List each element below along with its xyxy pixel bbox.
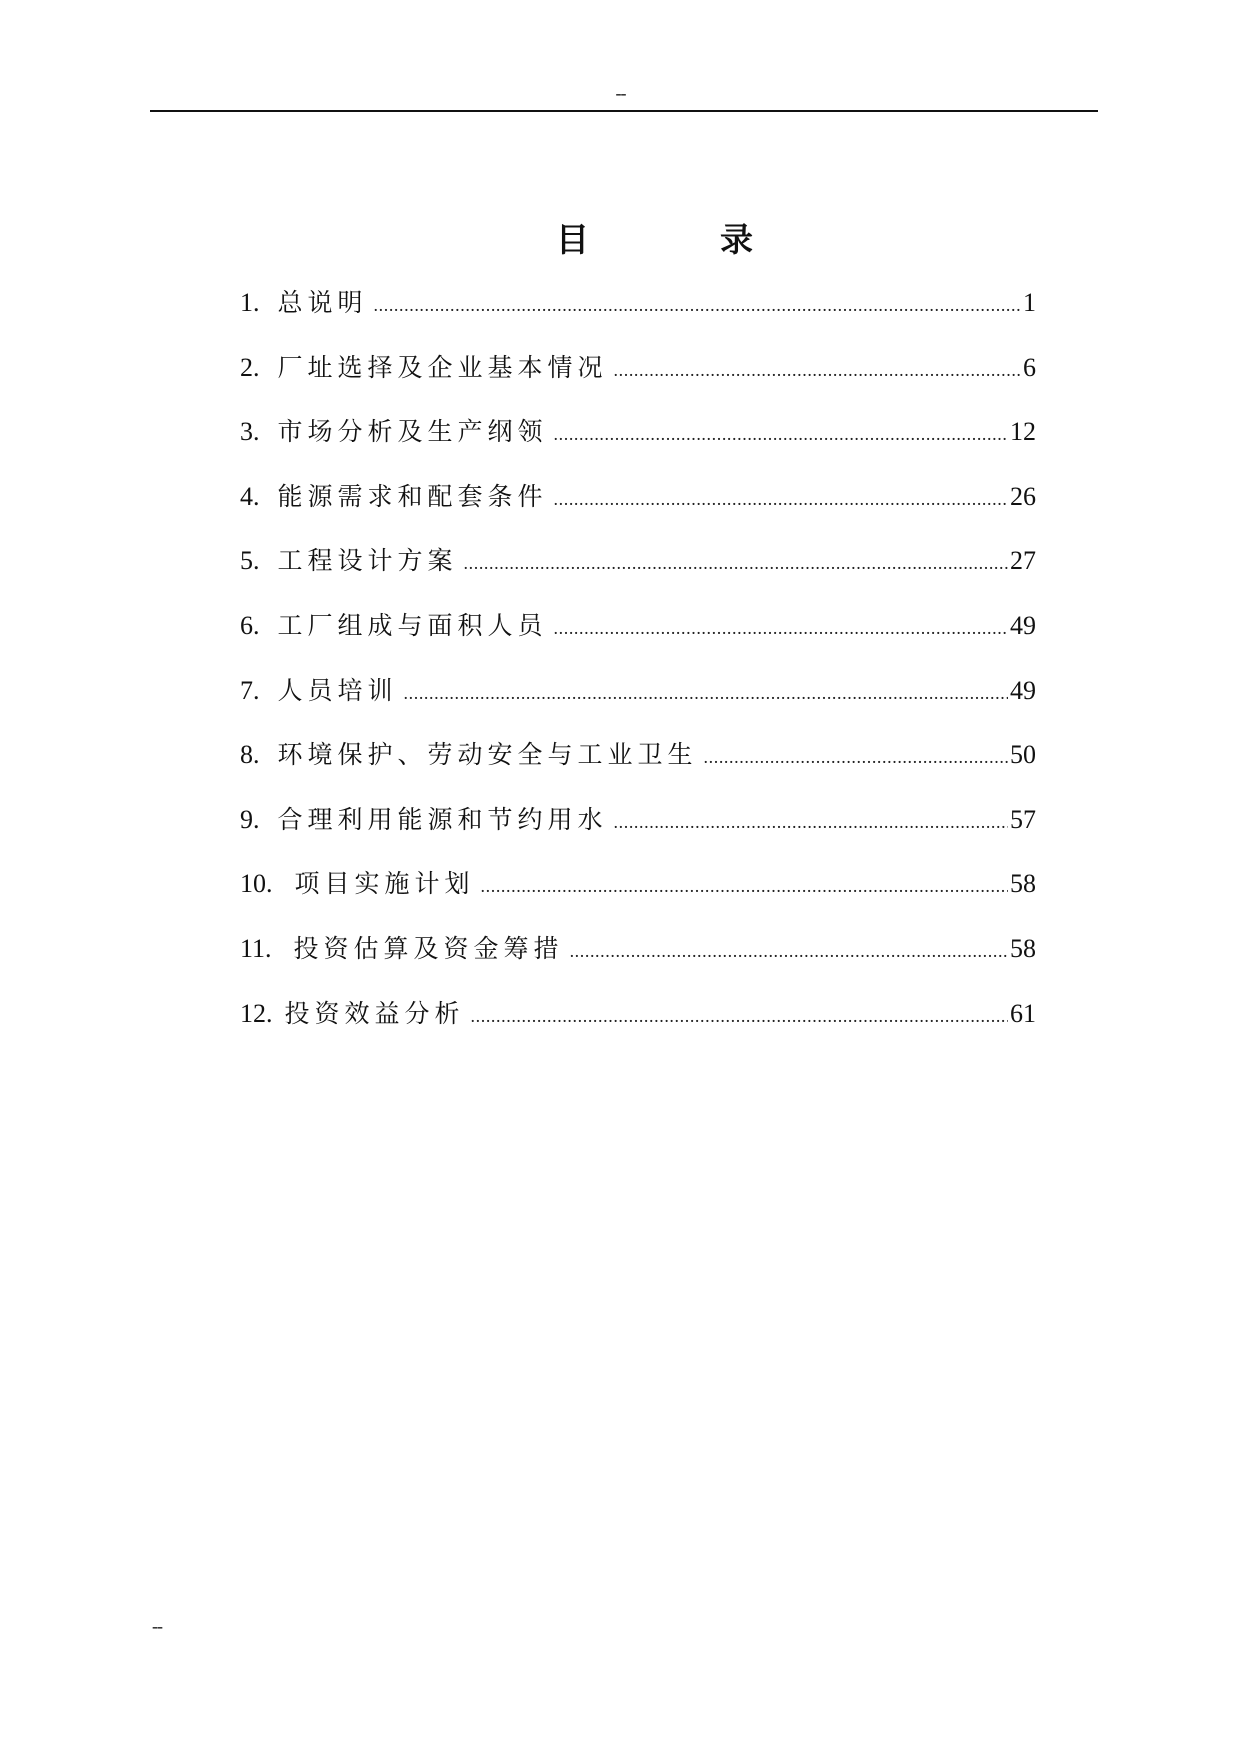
toc-entry-label: 投资估算及资金筹措: [293, 933, 564, 963]
toc-dot-leader: [704, 734, 1008, 780]
toc-entry-page: 58: [1010, 869, 1036, 899]
toc-entry-number: 5.: [240, 546, 260, 576]
toc-entry-page: 6: [1023, 352, 1036, 382]
toc-entry-page: 49: [1010, 610, 1036, 640]
toc-entry[interactable]: [240, 797, 1036, 862]
toc-dot-leader: [614, 347, 1021, 393]
toc-entry[interactable]: [240, 474, 1036, 539]
toc-entry-number: 7.: [240, 675, 260, 705]
toc-dot-leader: [404, 670, 1008, 716]
toc-entry-number: 12.: [240, 998, 273, 1028]
page-title-char-2: 录: [720, 220, 753, 259]
toc-entry-label: 市场分析及生产纲领: [277, 417, 548, 447]
toc-entry[interactable]: [240, 926, 1036, 991]
toc-entry-label: 人员培训: [277, 675, 398, 705]
toc-entry[interactable]: [240, 861, 1036, 926]
toc-dot-leader: [554, 476, 1008, 522]
toc-dot-leader: [570, 928, 1008, 974]
toc-entry-label: 投资效益分析: [284, 998, 465, 1028]
toc-entry-label: 工厂组成与面积人员: [277, 610, 548, 640]
toc-entry-page: 27: [1010, 546, 1036, 576]
toc-entry-number: 2.: [240, 352, 260, 382]
toc-entry-number: 4.: [240, 481, 260, 511]
toc-entry-number: 6.: [240, 610, 260, 640]
toc-entry-page: 50: [1010, 740, 1036, 770]
toc-dot-leader: [374, 282, 1021, 328]
toc-entry-label: 厂址选择及企业基本情况: [277, 352, 608, 382]
toc-entry[interactable]: [240, 345, 1036, 410]
toc-entry-number: 8.: [240, 740, 260, 770]
toc-dot-leader: [481, 863, 1008, 909]
toc-entry-page: 49: [1010, 675, 1036, 705]
toc-dot-leader: [464, 540, 1008, 586]
page-title-char-1: 目: [556, 220, 589, 259]
toc-entry-number: 3.: [240, 417, 260, 447]
toc-entry-page: 58: [1010, 933, 1036, 963]
toc-entry[interactable]: [240, 732, 1036, 797]
toc-entry-number: 10.: [240, 869, 273, 899]
toc-entry-label: 总说明: [277, 288, 368, 317]
toc-entry[interactable]: [240, 991, 1036, 1056]
toc-entry[interactable]: [240, 538, 1036, 603]
toc-entry-label: 项目实施计划: [294, 869, 475, 899]
toc-entry-number: 11.: [240, 933, 272, 963]
header-rule: [150, 110, 1098, 112]
toc-entry-label: 环境保护、劳动安全与工业卫生: [277, 740, 698, 770]
toc-dot-leader: [554, 605, 1008, 651]
page-header-mark: --: [615, 83, 626, 103]
table-of-contents: [240, 280, 1036, 1055]
toc-entry-label: 工程设计方案: [277, 546, 458, 576]
toc-entry-page: 26: [1010, 481, 1036, 511]
toc-entry-page: 1: [1023, 288, 1036, 317]
toc-entry[interactable]: [240, 668, 1036, 733]
toc-dot-leader: [614, 799, 1008, 845]
toc-entry-number: 1.: [240, 288, 260, 317]
toc-entry[interactable]: [240, 409, 1036, 474]
page-title: [0, 218, 1241, 268]
toc-entry[interactable]: [240, 280, 1036, 345]
toc-entry-label: 合理利用能源和节约用水: [277, 804, 608, 834]
toc-dot-leader: [554, 411, 1008, 457]
toc-entry[interactable]: [240, 603, 1036, 668]
page-footer-mark: --: [152, 1616, 162, 1636]
toc-dot-leader: [471, 993, 1008, 1039]
toc-entry-page: 61: [1010, 998, 1036, 1028]
toc-entry-label: 能源需求和配套条件: [277, 481, 548, 511]
toc-entry-page: 12: [1010, 417, 1036, 447]
toc-entry-number: 9.: [240, 804, 260, 834]
toc-entry-page: 57: [1010, 804, 1036, 834]
